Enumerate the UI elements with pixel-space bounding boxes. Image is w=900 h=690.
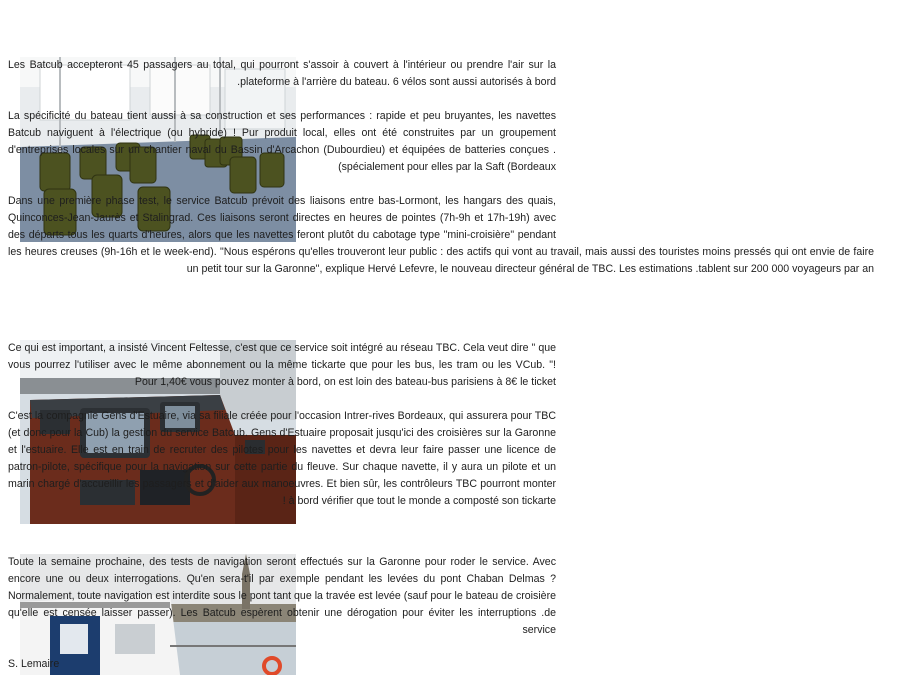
section-2-text: [8, 340, 874, 527]
paragraph: Dans une première phase test, le service Batcub prévoit des liaisons entre bas-Lormont, les hangars des quais, Quinconces-Jean-Jaurès et Stalingrad. Ces liaisons seront directes en heures de pointes (7h-9h et 17h-19h) avec des départs tous les quarts d'heures, alors que les navettes feront plutôt du cabotage type "mini-croisière" pendant les heures creuses (9h-16h et le week-end). "Nous espérons qu'elles trouveront leur public : des actifs qui vont au travail, mais aussi des touristes moins pressés qui ont envie de faire un petit tour sur la Garonne", explique Hervé Lefevre, le nouveau directeur général de TBC. Les estimations .tablent sur 200 000 voyageurs par an: [8, 195, 874, 275]
image-spacer: [556, 554, 874, 675]
signature: S. Lemaire: [8, 658, 60, 670]
image-spacer: [556, 57, 874, 242]
section-3-text: [8, 554, 874, 690]
paragraph: Les Batcub accepteront 45 passagers au total, qui pourront s'assoir à couvert à l'intérieur ou prendre l'air sur la .plateforme à l'arrière du bateau. 6 vélos sont aussi autorisés à bord: [8, 59, 556, 88]
section-1-text: [8, 57, 874, 295]
paragraph: La spécificité du bateau tient aussi à sa construction et ses performances : rapide et peu bruyantes, les navettes Batcub naviguent à l'électrique (ou hybride) ! Pur produit local, elles ont été construites par un groupement d'entreprises locales sur un chantier naval du Bassin d'Arcachon (Dubourdieu) et équipées de batteries conçues .(spécialement pour elles par la Saft (Bordeaux: [8, 110, 556, 173]
paragraph: Toute la semaine prochaine, des tests de navigation seront effectués sur la Garonne pour roder le service. Avec encore une ou deux interrogations. Qu'en sera-t'il par exemple pendant les levées du pont Chaban Delmas ? Normalement, toute navigation est interdite sous le pont tant que la travée est levée (sauf pour le bateau de croisière qu'elle est censée laisser passer). Les Batcub espèrent obtenir une dérogation pour éviter les interruptions .de service: [8, 556, 556, 636]
paragraph: Ce qui est important, a insisté Vincent Feltesse, c'est que ce service soit intégré au réseau TBC. Cela veut dire " que vous pourrez l'utiliser avec le même abonnement ou la même tickarte que pour les bus, les tram ou les VCub. "! Pour 1,40€ vous pouvez monter à bord, on est loin des bateau-bus parisiens à 8€ le ticket: [8, 342, 556, 388]
image-spacer: [556, 340, 874, 524]
paragraph: C'est la compagnie Gens d'Estuaire, via sa filiale créée pour l'occasion Intrer-rives Bordeaux, qui assurera pour TBC (et donc pour la Cub) la gestion du service Batcub. Gens d'Estuaire proposait jusqu'ici des croisières sur la Garonne et l'estuaire. Elle est en train de recruter des pilotes pour les navettes et devra leur faire passer une licence de patron-pilote, spécifique pour la navigation sur cette partie du fleuve. Sur chaque navette, il y aura un pilote et un marin chargé d'accueillir les passagers et d'aider aux manoeuvres. Et bien sûr, les contrôleurs TBC pourront monter ! à bord vérifier que tout le monde a composté son tickarte: [8, 410, 556, 507]
